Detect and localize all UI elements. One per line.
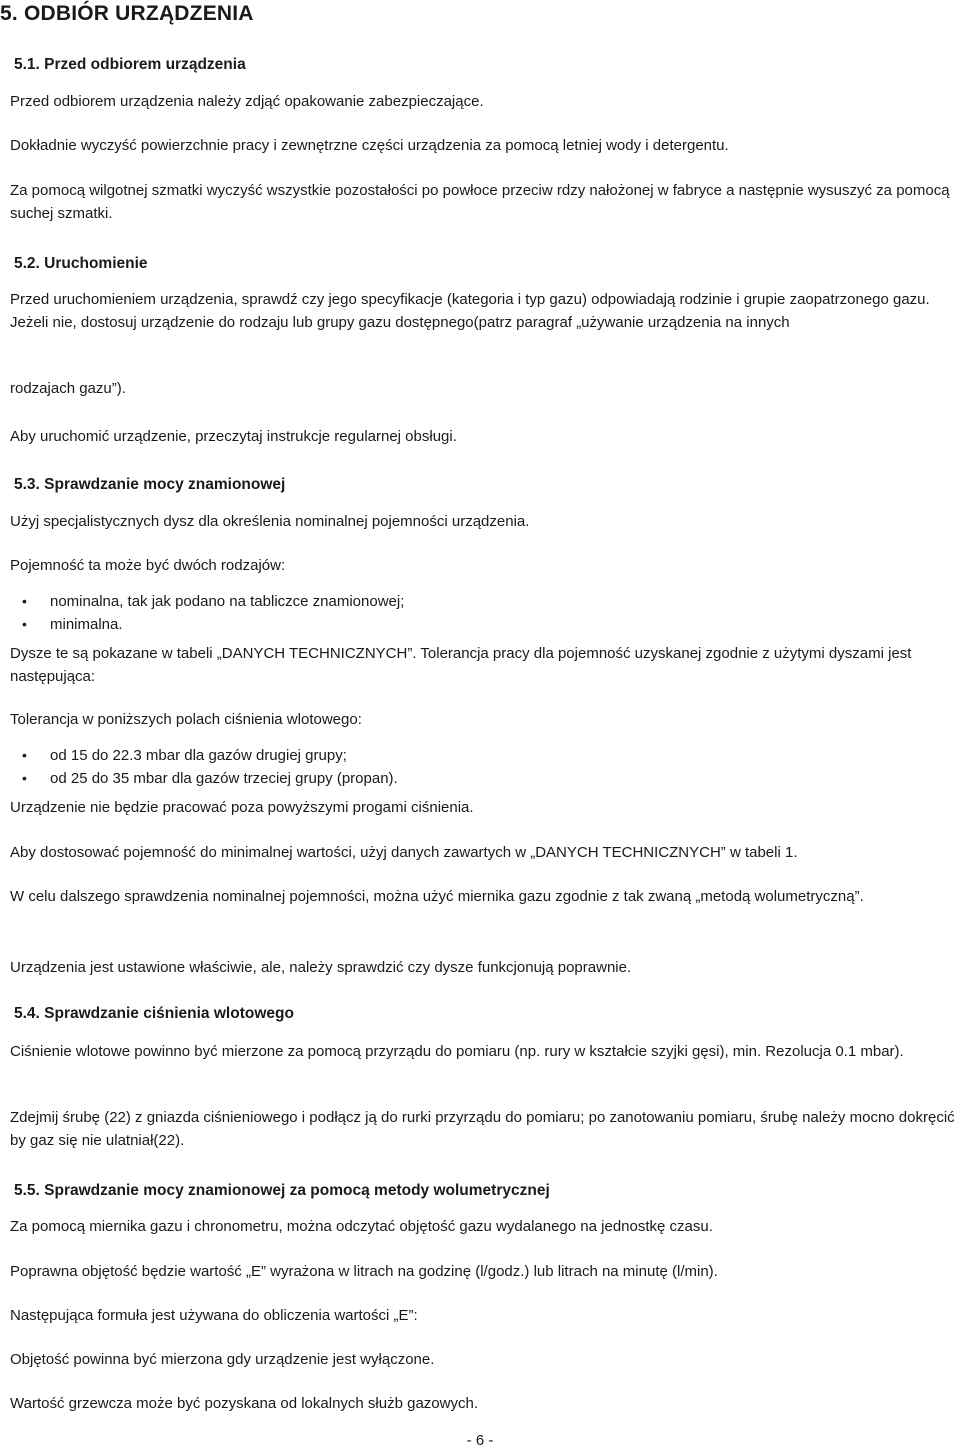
paragraph: Za pomocą miernika gazu i chronometru, można odczytać objętość gazu wydalanego na jednostkę czasu. <box>10 1218 713 1235</box>
list-item: • od 25 do 35 mbar dla gazów trzeciej grupy (propan). <box>10 767 950 790</box>
pressure-tolerance-list <box>10 744 950 790</box>
paragraph: Aby uruchomić urządzenie, przeczytaj instrukcje regularnej obsługi. <box>10 428 457 445</box>
paragraph: Następująca formuła jest używana do obliczenia wartości „E”: <box>10 1307 418 1324</box>
paragraph: Przed uruchomieniem urządzenia, sprawdź czy jego specyfikacje (kategoria i typ gazu) odpowiadają rodzinie i grupie zaopatrzonego gazu. Jeżeli nie, dostosuj urządzenie do rodzaju lub grupy gazu dostępnego(patrz paragraf „używanie urządzenia na innych <box>10 291 930 331</box>
list-item: • nominalna, tak jak podano na tabliczce znamionowej; <box>10 590 950 613</box>
bullet-icon: • <box>22 747 27 763</box>
paragraph: Dokładnie wyczyść powierzchnie pracy i zewnętrzne części urządzenia za pomocą letniej wody i detergentu. <box>10 137 729 154</box>
list-item: • minimalna. <box>10 613 950 636</box>
bullet-icon: • <box>22 616 27 632</box>
page-number: - 6 - <box>466 1432 494 1449</box>
bullet-icon: • <box>22 593 27 609</box>
paragraph: Poprawna objętość będzie wartość „E” wyrażona w litrach na godzinę (l/godz.) lub litrach na minutę (l/min). <box>10 1263 718 1280</box>
bullet-icon: • <box>22 770 27 786</box>
section-title: 5. ODBIÓR URZĄDZENIA <box>0 2 254 25</box>
paragraph: Za pomocą wilgotnej szmatki wyczyść wszystkie pozostałości po powłoce przeciw rdzy nałożonej w fabryce a następnie wysuszyć za pomocą suchej szmatki. <box>10 182 950 222</box>
paragraph: Urządzenia jest ustawione właściwie, ale, należy sprawdzić czy dysze funkcjonują poprawnie. <box>10 959 632 976</box>
paragraph: Pojemność ta może być dwóch rodzajów: <box>10 557 286 574</box>
paragraph: Użyj specjalistycznych dysz dla określenia nominalnej pojemności urządzenia. <box>10 513 530 530</box>
heading-5-1: 5.1. Przed odbiorem urządzenia <box>14 56 246 73</box>
paragraph: Zdejmij śrubę (22) z gniazda ciśnieniowego i podłącz ją do rurki przyrządu do pomiaru; po zanotowaniu pomiaru, śrubę należy mocno dokręcić by gaz się nie ulatniał(22). <box>10 1109 955 1149</box>
paragraph: Urządzenie nie będzie pracować poza powyższymi progami ciśnienia. <box>10 799 474 816</box>
capacity-types-list <box>10 590 950 636</box>
heading-5-4: 5.4. Sprawdzanie ciśnienia wlotowego <box>14 1005 294 1022</box>
paragraph: Wartość grzewcza może być pozyskana od lokalnych służb gazowych. <box>10 1395 478 1412</box>
paragraph: Przed odbiorem urządzenia należy zdjąć opakowanie zabezpieczające. <box>10 93 484 110</box>
paragraph: Ciśnienie wlotowe powinno być mierzone za pomocą przyrządu do pomiaru (np. rury w kształcie szyjki gęsi), min. Rezolucja 0.1 mbar). <box>10 1043 904 1060</box>
paragraph: W celu dalszego sprawdzenia nominalnej pojemności, można użyć miernika gazu zgodnie z tak zwaną „metodą wolumetryczną”. <box>10 888 864 905</box>
list-item: • od 15 do 22.3 mbar dla gazów drugiej grupy; <box>10 744 950 767</box>
heading-5-3: 5.3. Sprawdzanie mocy znamionowej <box>14 476 286 493</box>
paragraph: Aby dostosować pojemność do minimalnej wartości, użyj danych zawartych w „DANYCH TECHNICZNYCH” w tabeli 1. <box>10 844 798 861</box>
paragraph: Dysze te są pokazane w tabeli „DANYCH TECHNICZNYCH”. Tolerancja pracy dla pojemność uzyskanej zgodnie z użytymi dyszami jest następująca: <box>10 645 912 685</box>
paragraph: Tolerancja w poniższych polach ciśnienia wlotowego: <box>10 711 362 728</box>
paragraph: Objętość powinna być mierzona gdy urządzenie jest wyłączone. <box>10 1351 435 1368</box>
paragraph: rodzajach gazu”). <box>10 380 126 397</box>
heading-5-5: 5.5. Sprawdzanie mocy znamionowej za pomocą metody wolumetrycznej <box>14 1182 550 1199</box>
heading-5-2: 5.2. Uruchomienie <box>14 255 148 272</box>
